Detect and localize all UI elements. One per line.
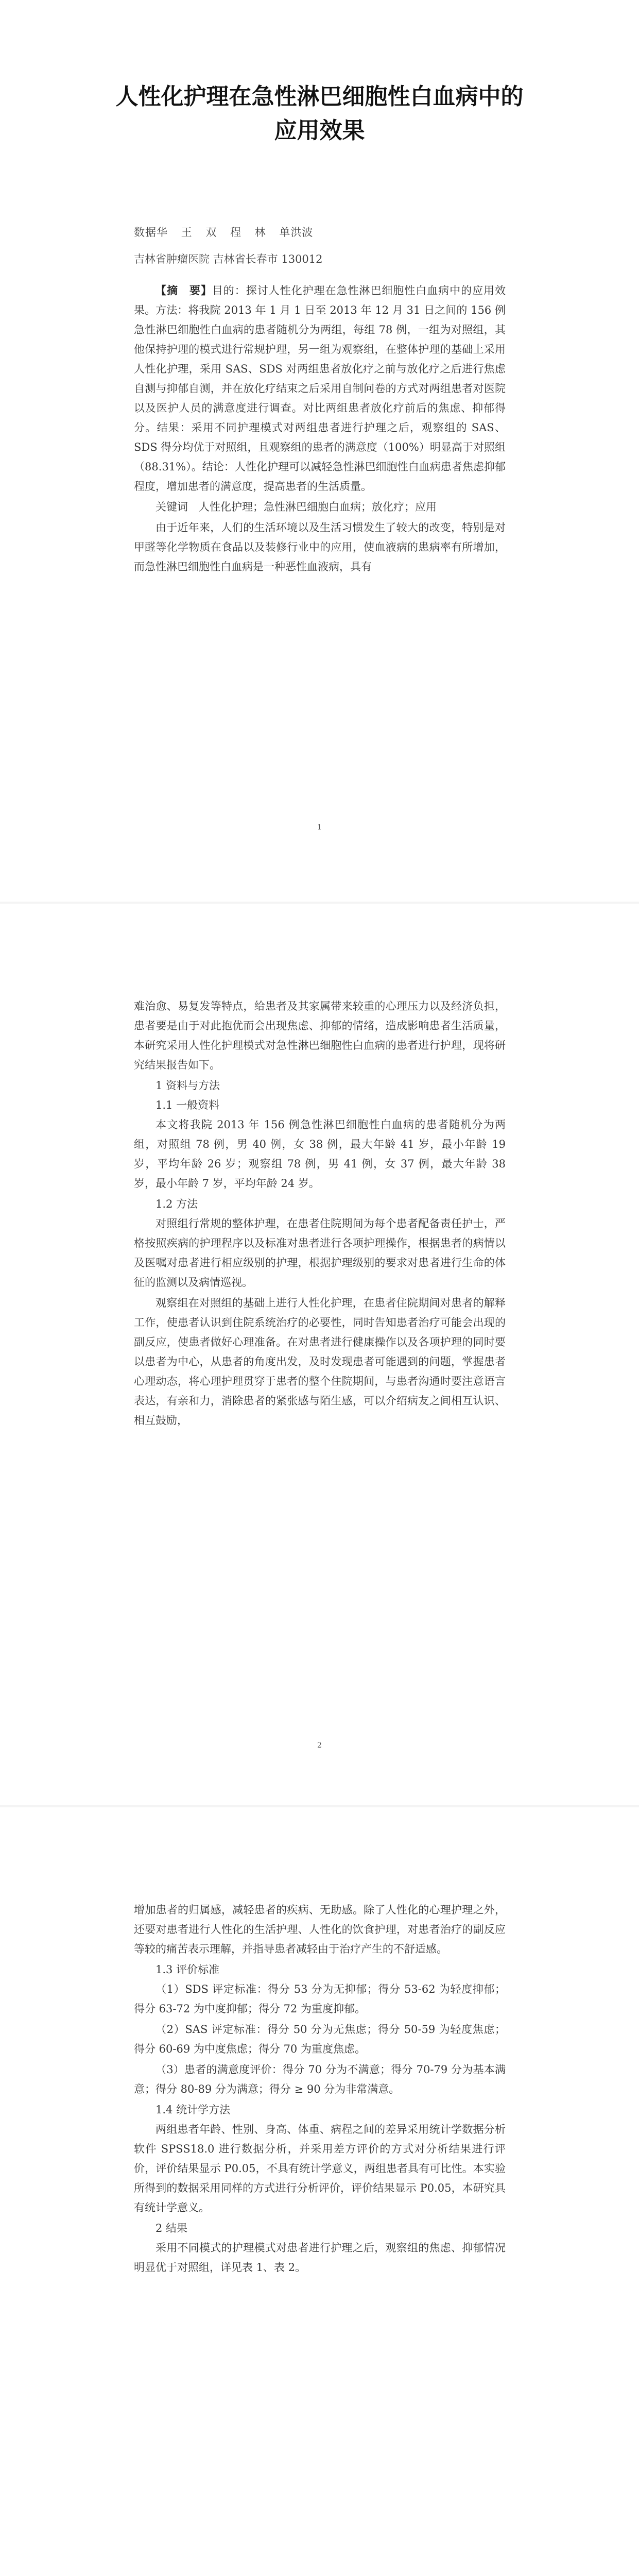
method-control-paragraph: 对照组行常规的整体护理，在患者住院期间为每个患者配备责任护士，严格按照疾病的护理程序以及标准对患者进行各项护理操作，根据患者的病情以及医嘱对患者进行相应级别的护理，根据护理级别的要求对患者进行生命的体征的监测以及病情巡视。	[134, 1217, 506, 1289]
title-line-1: 人性化护理在急性淋巴细胞性白血病中的	[115, 83, 524, 110]
criteria-satisfaction: （3）患者的满意度评价：得分 70 分为不满意；得分 70-79 分为基本满意；得分 80-89 分为满意；得分 ≥ 90 分为非常满意。	[134, 2063, 506, 2095]
method-observe-paragraph: 观察组在对照组的基础上进行人性化护理，在患者住院期间对患者的解释工作，使患者认识到住院系统治疗的必要性，同时告知患者治疗可能会出现的副反应，使患者做好心理准备。在对患者进行健康操作以及各项护理的同时要以患者为中心，从患者的角度出发，及时发现患者可能遇到的问题，掌握患者心理动态，将心理护理贯穿于患者的整个住院期间，与患者沟通时要注意语言表达，有亲和力，消除患者的紧张感与陌生感，可以介绍病友之间相互认识、相互鼓励，	[134, 1297, 506, 1427]
intro-paragraph-end: 难治愈、易复发等特点，给患者及其家属带来较重的心理压力以及经济负担，患者要是由于对此抱优而会出现焦虑、抑郁的情绪，造成影响患者生活质量，本研究采用人性化护理模式对急性淋巴细胞性白血病的患者进行护理，现将研究结果报告如下。	[134, 1000, 506, 1071]
page-number: 1	[317, 823, 322, 832]
intro-paragraph-start: 由于近年来，人们的生活环境以及生活习惯发生了较大的改变，特别是对甲醛等化学物质在食品以及装修行业中的应用，使血液病的患病率有所增加，而急性淋巴细胞性白血病是一种恶性血液病，具有	[134, 521, 506, 573]
abstract-text: 目的：探讨人性化护理在急性淋巴细胞性白血病中的应用效果。方法：将我院 2013 年 1 月 1 日至 2013 年 12 月 31 日之间的 156 例急性淋巴细胞性白血病的患者随机分为两组，每组 78 例，一组为对照组，其他保持护理的模式进行常规护理，另一组为观察组，在整体护理的基础上采用人性化护理，采用 SAS、SDS 对两组患者放化疗之前与放化疗之后进行焦虑自测与抑郁自测，并在放化疗结束之后采用自制问卷的方式对两组患者对医院以及医护人员的满意度进行调查。对比两组患者放化疗前后的焦虑、抑郁得分。结果：采用不同护理模式对两组患者进行护理之后，观察组的 SAS、SDS 得分均优于对照组，且观察组的患者的满意度（100%）明显高于对照组（88.31%）。结论：人性化护理可以减轻急性淋巴细胞性白血病患者焦虑抑郁程度，增加患者的满意度，提高患者的生活质量。	[134, 284, 506, 493]
statistics-paragraph: 两组患者年龄、性别、身高、体重、病程之间的差异采用统计学数据分析软件 SPSS18.0 进行数据分析，并采用差方评价的方式对分析结果进行评价，评价结果显示 P0.05，不具有统计学意义，两组患者具有可比性。本实验所得到的数据采用同样的方式进行分析评价，评价结果显示 P0.05，本研究具有统计学意义。	[134, 2123, 506, 2214]
section-heading-1-3: 1.3 评价标准	[156, 1963, 220, 1976]
abstract-block	[134, 281, 506, 578]
section-heading-1-1: 1.1 一般资料	[156, 1099, 220, 1111]
section-heading-2: 2 结果	[156, 2222, 188, 2234]
abstract-label: 【摘 要】	[156, 284, 212, 297]
page-2	[0, 904, 639, 1805]
page-2-content	[134, 996, 506, 1431]
general-info-paragraph: 本文将我院 2013 年 156 例急性淋巴细胞性白血病的患者随机分为两组，对照组 78 例，男 40 例，女 38 例，最大年龄 41 岁，最小年龄 19 岁，平均年龄 26 岁；观察组 78 例，男 41 例，女 37 例，最大年龄 38 岁，最小年龄 7 岁，平均年龄 24 岁。	[134, 1118, 506, 1190]
page-3-content	[134, 1900, 506, 2278]
author-list: 数据华 王 双 程 林 单洪波	[134, 226, 314, 239]
criteria-sds: （1）SDS 评定标准：得分 53 分为无抑郁；得分 53-62 为轻度抑郁；得分 63-72 为中度抑郁；得分 72 为重度抑郁。	[134, 1983, 506, 2015]
page-title	[103, 80, 536, 148]
keywords-paragraph: 关键词 人性化护理；急性淋巴细胞白血病；放化疗；应用	[156, 501, 437, 513]
results-paragraph: 采用不同模式的护理模式对患者进行护理之后，观察组的焦虑、抑郁情况明显优于对照组，详见表 1、表 2。	[134, 2242, 506, 2274]
page-number: 2	[317, 1741, 322, 1750]
author-affiliation: 吉林省肿瘤医院 吉林省长春市 130012	[134, 253, 323, 265]
abstract-paragraph	[134, 281, 506, 496]
title-line-2: 应用效果	[274, 117, 365, 144]
section-heading-1-2: 1.2 方法	[156, 1198, 198, 1210]
section-heading-1-4: 1.4 统计学方法	[156, 2104, 231, 2116]
method-observe-continued: 增加患者的归属感，减轻患者的疾病、无助感。除了人性化的心理护理之外，还要对患者进行人性化的生活护理、人性化的饮食护理，对患者治疗的副反应等较的痛苦表示理解，并指导患者减轻由于治疗产生的不舒适感。	[134, 1904, 506, 1955]
section-heading-1: 1 资料与方法	[156, 1079, 220, 1092]
page-1	[0, 0, 639, 902]
page-3	[0, 1807, 639, 2576]
criteria-sas: （2）SAS 评定标准：得分 50 分为无焦虑；得分 50-59 为轻度焦虑；得分 60-69 为中度焦虑；得分 70 为重度焦虑。	[134, 2023, 506, 2055]
